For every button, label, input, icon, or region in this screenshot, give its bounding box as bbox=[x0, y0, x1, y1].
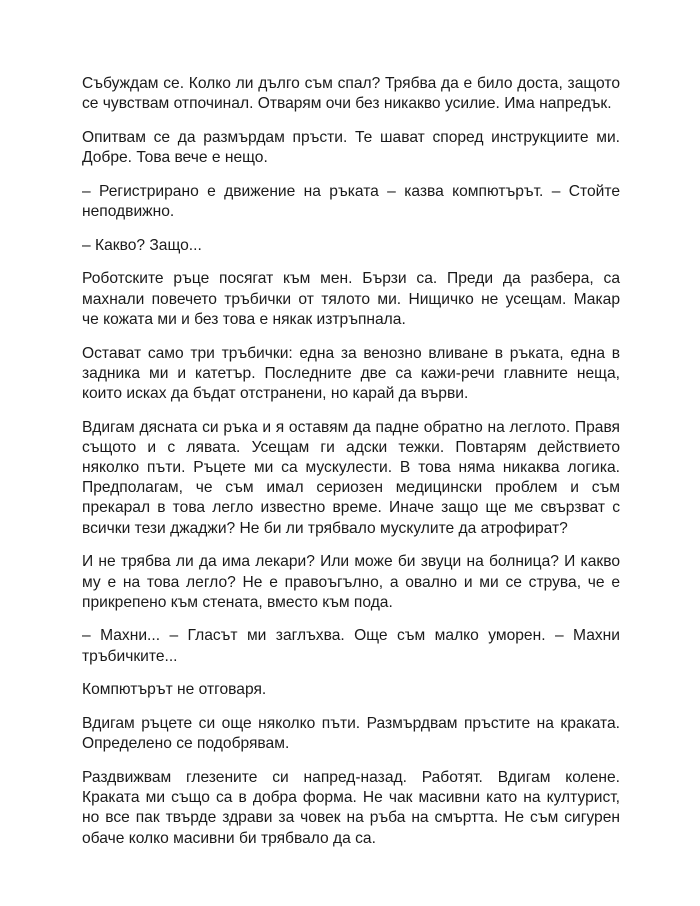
text-line: Вдигам ръцете си още няколко пъти. Размърдвам пръстите на краката. bbox=[82, 715, 620, 733]
text-line: тръбичките... bbox=[82, 647, 178, 665]
document-page bbox=[82, 74, 620, 862]
text-line: Определено се подобрявам. bbox=[82, 735, 290, 753]
paragraph bbox=[82, 269, 620, 330]
text-line: всички тези джаджи? Не би ли трябвало мускулите да атрофират? bbox=[82, 519, 568, 537]
text-line: прикрепено към стената, вместо към пода. bbox=[82, 593, 393, 611]
text-line: които исках да бъдат отстранени, но карай да върви. bbox=[82, 384, 469, 402]
text-line: махнали повечето тръбички от тялото ми. Нищичко не усещам. Макар bbox=[82, 290, 620, 308]
text-line: – Какво? Защо... bbox=[82, 236, 202, 254]
text-line: но все пак твърде здрави за човек на ръба на смъртта. Не съм сигурен bbox=[82, 809, 620, 827]
text-line: че кожата ми и без това е някак изтръпнала. bbox=[82, 310, 406, 328]
text-line: същото и с лявата. Усещам ги адски тежки. Повтарям действието bbox=[82, 438, 620, 456]
text-line: Вдигам дясната си ръка и я оставям да падне обратно на леглото. Правя bbox=[82, 418, 620, 436]
text-line: – Регистрирано е движение на ръката – казва компютърът. – Стойте bbox=[82, 182, 620, 200]
paragraph bbox=[82, 74, 620, 114]
text-line: Роботските ръце посягат към мен. Бързи са. Преди да разбера, са bbox=[82, 270, 620, 288]
text-line: обаче колко масивни би трябвало да са. bbox=[82, 829, 376, 847]
text-line: Предполагам, че съм имал сериозен медицински проблем и съм bbox=[82, 479, 620, 497]
paragraph bbox=[82, 128, 620, 168]
text-line: Опитвам се да размърдам пръсти. Те шават според инструкциите ми. bbox=[82, 128, 620, 146]
text-line: Добре. Това вече е нещо. bbox=[82, 149, 268, 167]
text-line: И не трябва ли да има лекари? Или може би звуци на болница? И какво bbox=[82, 553, 620, 571]
text-line: прекарал в това легло известно време. Иначе защо ще ме свързват с bbox=[82, 499, 620, 517]
text-line: Компютърът не отговаря. bbox=[82, 681, 267, 699]
paragraph bbox=[82, 182, 620, 222]
text-line: се чувствам отпочинал. Отварям очи без никакво усилие. Има напредък. bbox=[82, 95, 612, 113]
paragraph bbox=[82, 768, 620, 849]
paragraph bbox=[82, 626, 620, 666]
text-line: му е на това легло? Не е правоъгълно, а овално и ми се струва, че е bbox=[82, 573, 620, 591]
text-line: Събуждам се. Колко ли дълго съм спал? Трябва да е било доста, защото bbox=[82, 75, 620, 92]
text-line: задника ми и катетър. Последните две са кажи-речи главните неща, bbox=[82, 364, 620, 382]
text-line: – Махни... – Гласът ми заглъхва. Още съм малко уморен. – Махни bbox=[82, 627, 620, 645]
paragraph bbox=[82, 680, 620, 700]
paragraph bbox=[82, 236, 620, 256]
text-line: няколко пъти. Ръцете ми са мускулести. В това няма никаква логика. bbox=[82, 459, 620, 477]
paragraph bbox=[82, 714, 620, 754]
text-line: Остават само три тръбички: една за венозно вливане в ръката, една в bbox=[82, 344, 620, 362]
text-line: неподвижно. bbox=[82, 203, 175, 221]
text-line: Раздвижвам глезените си напред-назад. Работят. Вдигам колене. bbox=[82, 768, 620, 786]
text-line: Краката ми също са в добра форма. Не чак масивни като на културист, bbox=[82, 789, 620, 807]
paragraph bbox=[82, 418, 620, 539]
paragraph bbox=[82, 344, 620, 405]
paragraph bbox=[82, 552, 620, 613]
